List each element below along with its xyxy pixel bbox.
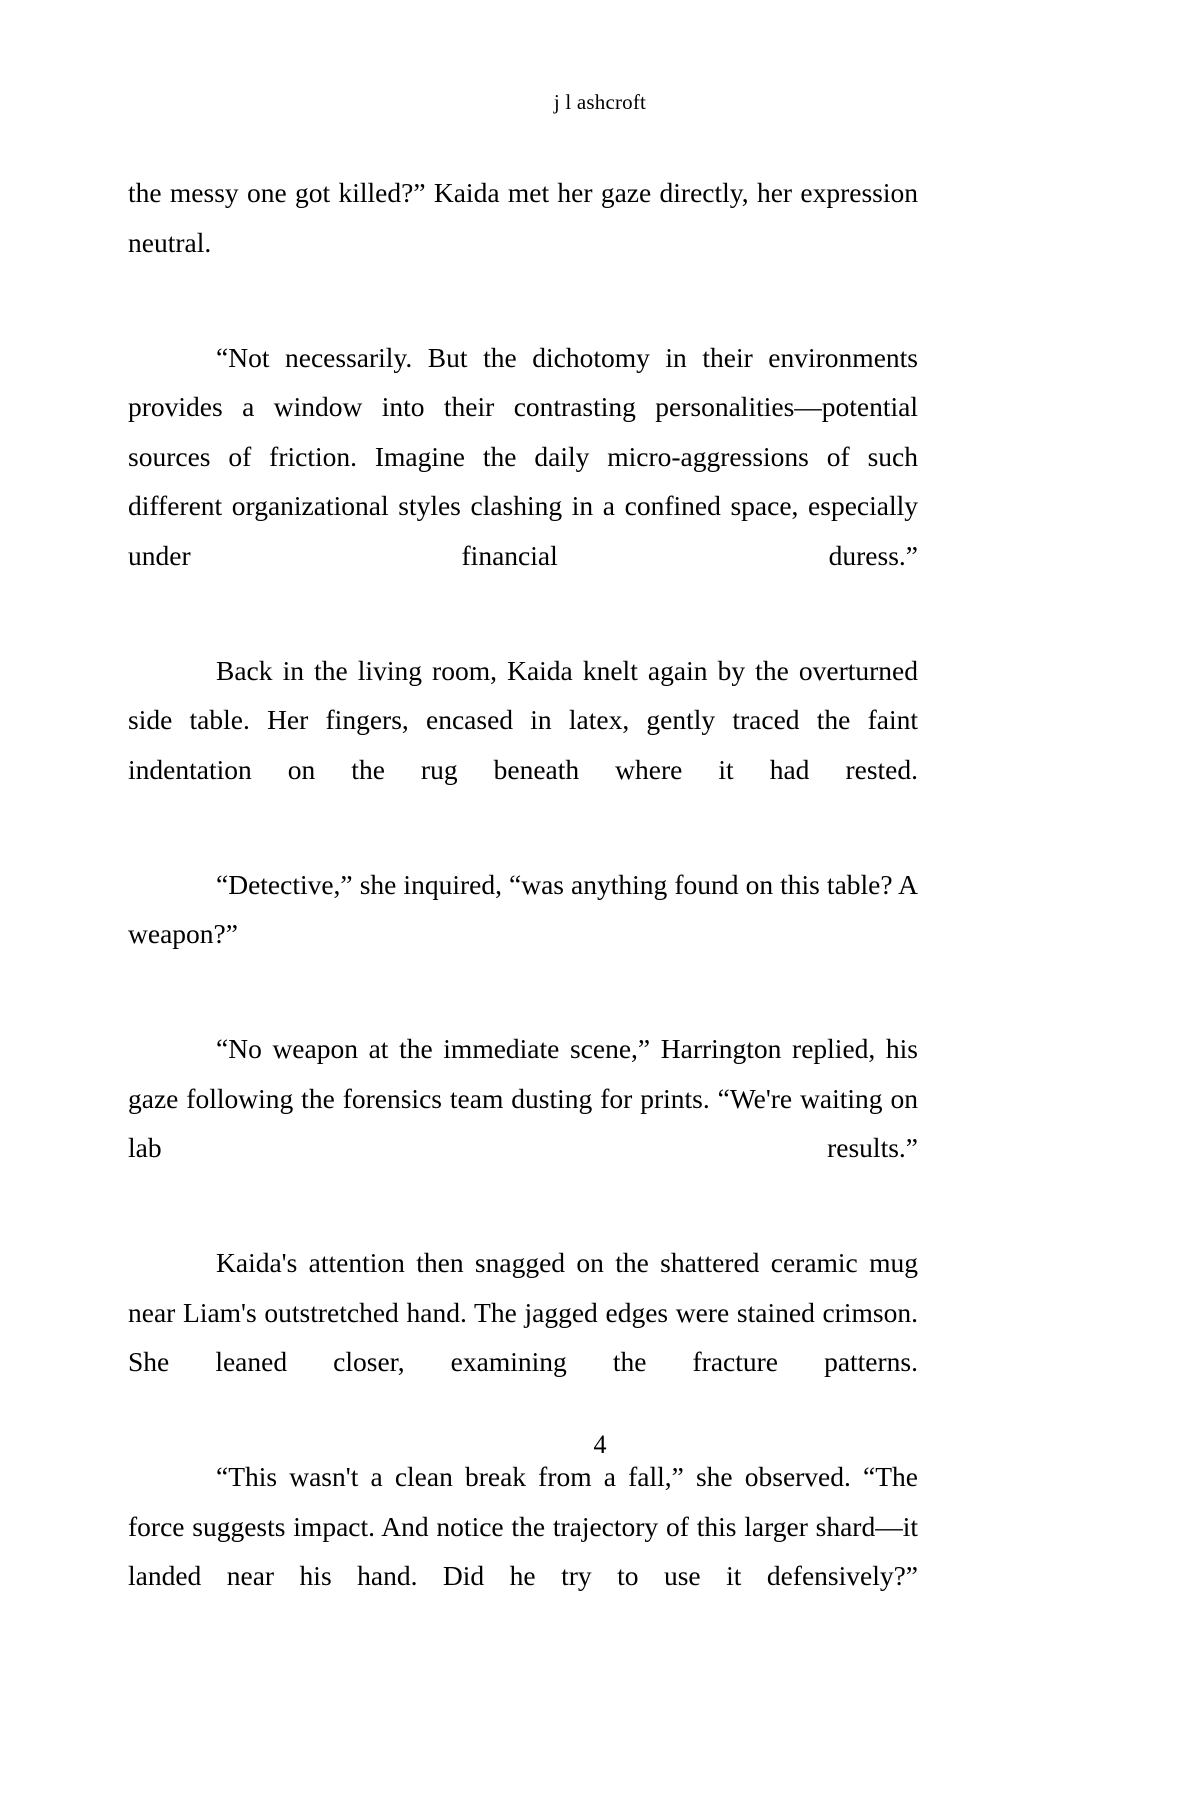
paragraph: “Detective,” she inquired, “was anything found on this table? A weapon?” [128,868,918,949]
paragraph: “This wasn't a clean break from a fall,” she observed. “The force suggests impact. And notice the trajectory of this larger shard—it landed near his hand. Did he try to use it defensively?” [128,1461,918,1591]
paragraph: Back in the living room, Kaida knelt again by the overturned side table. Her fingers, encased in latex, gently traced the faint indentation on the rug beneath where it had rested. [128,654,918,785]
page-number: 4 [593,1430,607,1459]
body-text-block [128,168,918,1650]
paragraph: Kaida's attention then snagged on the shattered ceramic mug near Liam's outstretched hand. The jagged edges were stained crimson. She leaned closer, examining the fracture patterns. [128,1247,918,1377]
paragraph: “No weapon at the immediate scene,” Harrington replied, his gaze following the forensics team dusting for prints. “We're waiting on lab results.” [128,1033,918,1163]
paragraph: the messy one got killed?” Kaida met her gaze directly, her expression neutral. [128,177,918,258]
paragraph: “Not necessarily. But the dichotomy in their environments provides a window into their contrasting personalities—potential sources of friction. Imagine the daily micro-aggressions of such different organizational styles clashing in a confined space, especially under financial duress.” [128,341,918,571]
running-header: j l ashcroft [553,90,647,114]
